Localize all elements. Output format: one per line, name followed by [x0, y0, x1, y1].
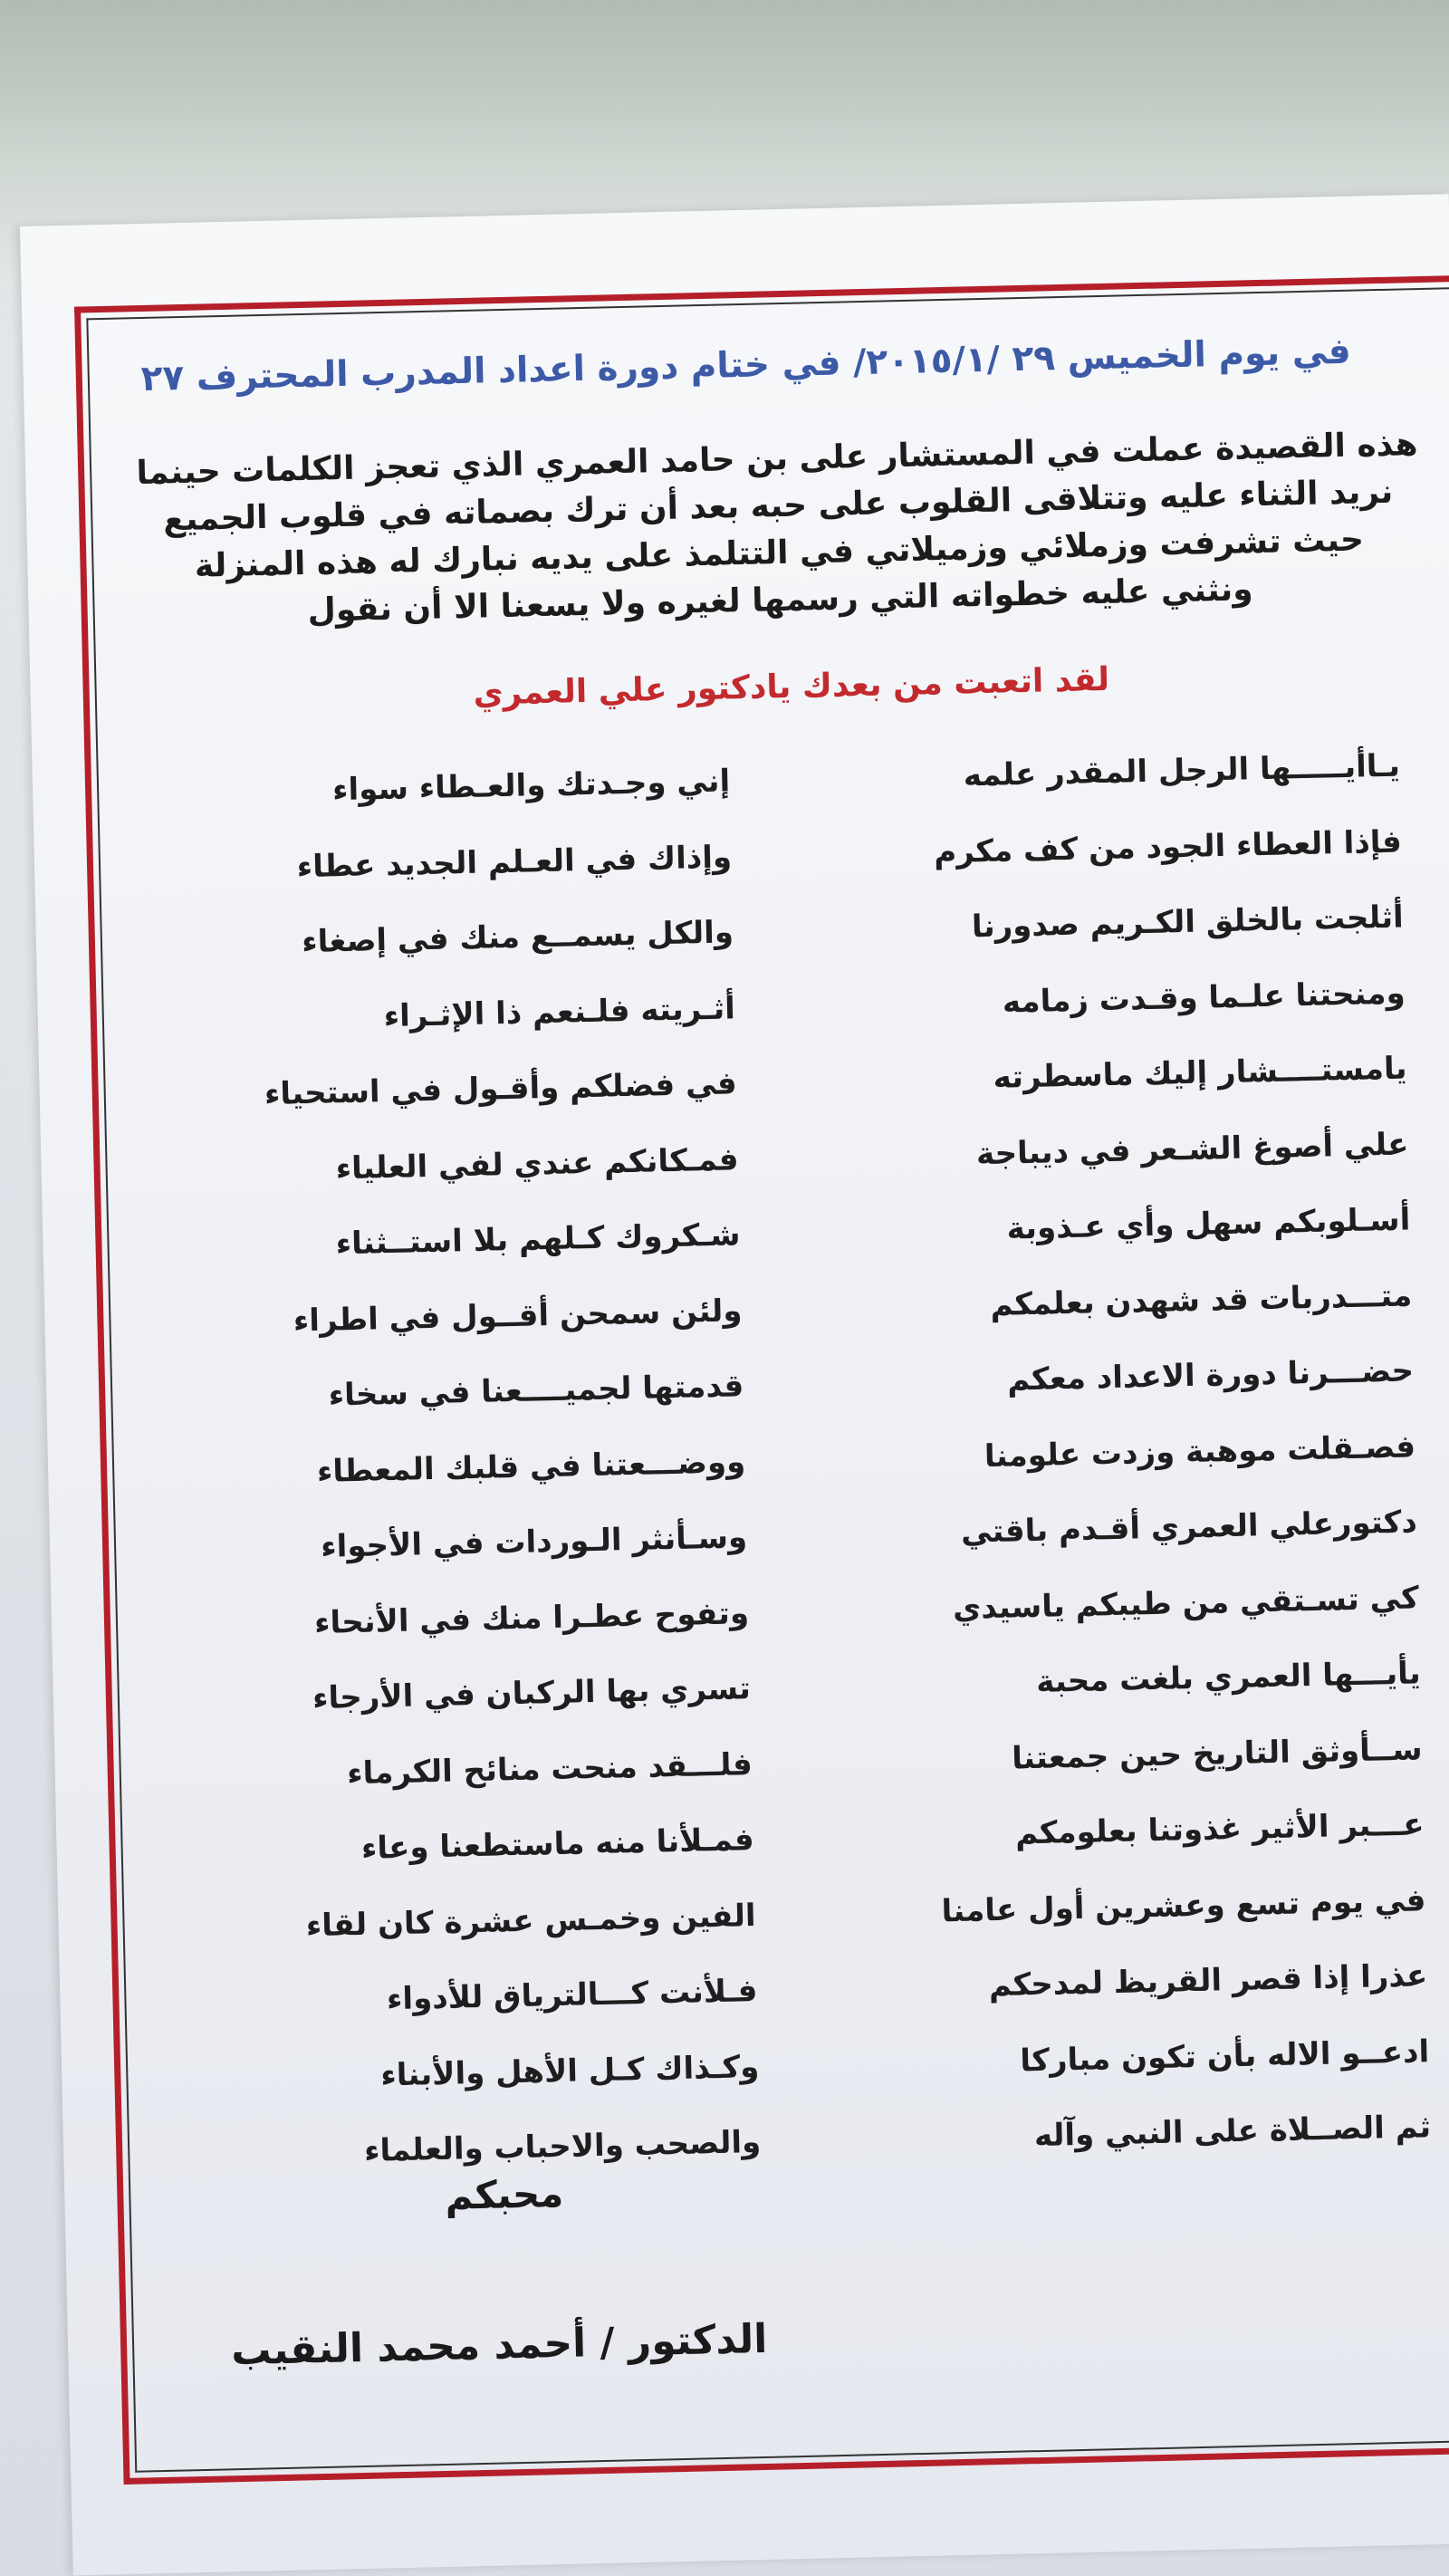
intro-line: ونثني عليه خطواته التي رسمها لغيره ولا يسعنا الا أن نقول [307, 571, 1253, 630]
intro-paragraph [80, 420, 1449, 640]
verse-second-hemistich: إني وجـدتك والعـطاء سواء [331, 763, 731, 809]
verse-second-hemistich: وسـأنثر الـوردات في الأجواء [320, 1519, 748, 1565]
verse-first-hemistich: متـــدربات قد شهدن بعلمكم [990, 1276, 1413, 1323]
signature-name: الدكتور / أحمد محمد النقيب [230, 2315, 768, 2375]
verse-first-hemistich: فصـقلت موهبة وزدت علومنا [984, 1427, 1416, 1475]
verse-second-hemistich: وإذاك في العـلم الجديد عطاء [296, 838, 733, 885]
verse-second-hemistich: وتفوح عطـرا منك في الأنحاء [313, 1594, 750, 1641]
page-title: في يوم الخميس ٢٩ /٢٠١٥/١/ في ختام دورة اعداد المدرب المحترف ٢٧ [140, 331, 1352, 400]
verse-second-hemistich: ووضـــعتنا في قلبك المعطاء [316, 1443, 746, 1490]
verse-first-hemistich: أثلجت بالخلق الكـريم صدورنا [971, 899, 1405, 946]
verse-first-hemistich: عـــبر الأثير غذوتنا بعلومكم [1014, 1806, 1425, 1852]
verse-first-hemistich: علي أصوغ الشـعر في ديباجة [975, 1125, 1409, 1172]
verse-second-hemistich: الفين وخمـس عشرة كان لقاء [305, 1897, 756, 1944]
verse-second-hemistich: ولئن سمحن أقــول في اطراء [293, 1292, 743, 1339]
verse-first-hemistich: يامستــــشار إليك ماسطرته [993, 1050, 1407, 1096]
intro-line: هذه القصيدة عملت في المستشار على بن حامد العمري الذي تعجز الكلمات حينما [136, 426, 1418, 493]
verse-first-hemistich: أسـلوبكم سهل وأي عـذوبة [1006, 1201, 1411, 1247]
verse-first-hemistich: فإذا العطاء الجود من كف مكرم [933, 823, 1403, 870]
verse-first-hemistich: حضـــرنا دورة الاعداد معكم [1006, 1352, 1415, 1399]
verse-first-hemistich: عذرا إذا قصر القريظ لمدحكم [988, 1957, 1428, 2004]
paper-sheet [20, 194, 1449, 2575]
verse-second-hemistich: فمـلأنا منه ماستطعنا وعاء [360, 1821, 755, 1867]
verse-second-hemistich: والكل يسمــع منك في إصغاء [301, 914, 734, 961]
signature-closing: محبكم [444, 2170, 564, 2218]
verse-first-hemistich: ثم الصــلاة على النبي وآله [1033, 2109, 1432, 2155]
verse-first-hemistich: ادعــو الاله بأن تكون مباركا [1019, 2033, 1430, 2079]
verse-first-hemistich: ســأوثق التاريخ حين جمعتنا [1011, 1730, 1423, 1777]
verse-second-hemistich: فـلأنت كـــالترياق للأدواء [386, 1973, 758, 2018]
verse-first-hemistich: في يوم تسع وعشرين أول عامنا [941, 1881, 1426, 1929]
verse-second-hemistich: والصحب والاحباب والعلماء [363, 2123, 762, 2169]
verse-second-hemistich: أثـريته فلـنعم ذا الإثـراء [383, 989, 736, 1034]
verse-first-hemistich: ومنحتنا علـما وقـدت زمامه [1002, 975, 1406, 1021]
verse-first-hemistich: دكتورعلي العمري أقـدم باقتي [960, 1504, 1418, 1551]
verse-first-hemistich: يأيـــها العمري بلغت محبة [1035, 1655, 1422, 1700]
verse-second-hemistich: قدمتها لجميــــعنا في سخاء [328, 1368, 744, 1414]
verse-second-hemistich: فمـكانكم عندي لفي العلياء [335, 1140, 740, 1187]
verse-first-hemistich: كي تسـتقي من طيبكم ياسيدي [952, 1579, 1420, 1627]
intro-line: نريد الثناء عليه وتتلاقى القلوب على حبه بعد أن ترك بصماته في قلوب الجميع [162, 473, 1394, 539]
intro-line: حيث تشرفت وزملائي وزميلاتي في التتلمذ على يديه نبارك له هذه المنزلة [194, 521, 1365, 585]
verse-second-hemistich: شـكروك كـلهم بلا استــثناء [335, 1216, 741, 1263]
verse-second-hemistich: تسري بها الركبان في الأرجاء [312, 1670, 752, 1717]
verse-first-hemistich: يـاأيـــــها الرجل المقدر علمه [963, 747, 1401, 794]
verse-second-hemistich: في فضلكم وأقـول في استحياء [264, 1065, 738, 1113]
highlight-line: لقد اتعبت من بعدك يادكتور علي العمري [473, 660, 1110, 713]
verse-second-hemistich: فلـــقد منحت منائح الكرماء [346, 1745, 753, 1792]
verse-second-hemistich: وكـذاك كـل الأهل والأبناء [379, 2048, 760, 2093]
